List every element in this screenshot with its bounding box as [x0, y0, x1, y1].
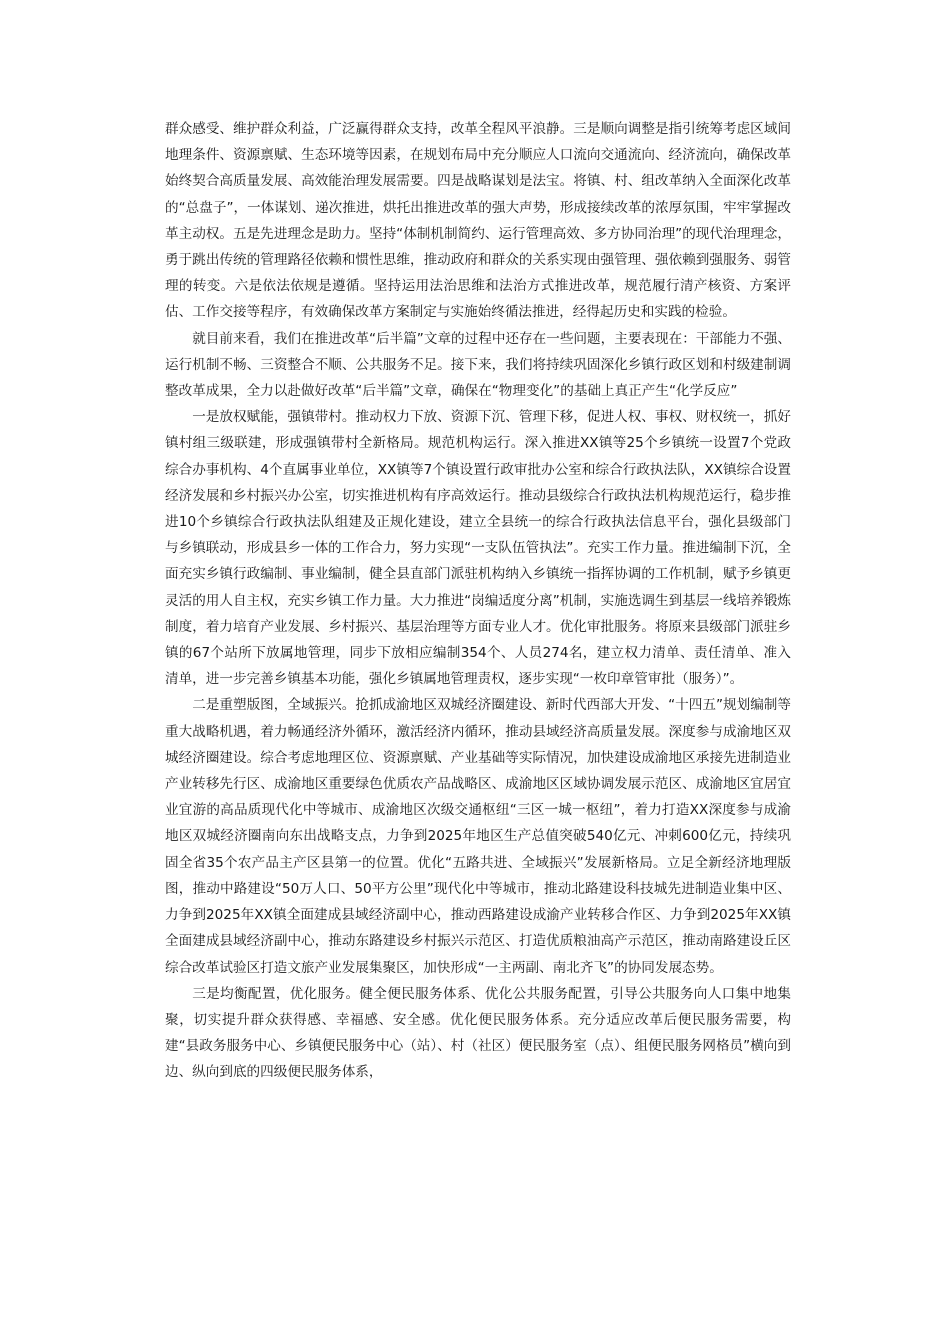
- paragraph-current-problems: 就目前来看，我们在推进改革“后半篇”文章的过程中还存在一些问题，主要表现在：干部能力不强、运行机制不畅、三资整合不顺、公共服务不足。接下来，我们将持续巩固深化乡镇行政区划和村级建制调整改革成果，全力以赴做好改革“后半篇”文章，确保在“物理变化”的基础上真正产生“化学反应”: [165, 330, 791, 400]
- paragraph-reform-principles: 群众感受、维护群众利益，广泛赢得群众支持，改革全程风平浪静。三是顺向调整是指引统筹考虑区域间地理条件、资源禀赋、生态环境等因素，在规划布局中充分顺应人口流向交通流向、经济流向，确保改革始终契合高质量发展、高效能治理发展需要。四是战略谋划是法宝。将镇、村、组改革纳入全面深化改革的“总盘子”，一体谋划、递次推进，烘托出推进改革的强大声势，形成接续改革的浓厚氛围，牢牢掌握改革主动权。五是先进理念是助力。坚持“体制机制简约、运行管理高效、多方协同治理”的现代治理理念，勇于跳出传统的管理路径依赖和惯性思维，推动政府和群众的关系实现由强管理、强依赖到强服务、弱管理的转变。六是依法依规是遵循。坚持运用法治思维和法治方式推进改革，规范履行清产核资、方案评估、工作交接等程序，有效确保改革方案制定与实施始终循法推进，经得起历史和实践的检验。: [165, 121, 791, 321]
- paragraph-reshape-territory: 二是重塑版图，全域振兴。抢抓成渝地区双城经济圈建设、新时代西部大开发、“十四五”规划编制等重大战略机遇，着力畅通经济外循环，激活经济内循环，推动县域经济高质量发展。深度参与成渝地区双城经济圈建设。综合考虑地理区位、资源禀赋、产业基础等实际情况，加快建设成渝地区承接先进制造业产业转移先行区、成渝地区重要绿色优质农产品战略区、成渝地区区域协调发展示范区、成渝地区宜居宜业宜游的高品质现代化中等城市、成渝地区次级交通枢纽“三区一城一枢纽”，着力打造XX深度参与成渝地区双城经济圈南向东出战略支点，力争到2025年地区生产总值突破540亿元、冲刺600亿元，持续巩固全省35个农产品主产区县第一的位置。优化“五路共进、全域振兴”发展新格局。立足全新经济地理版图，推动中路建设“50万人口、50平方公里”现代化中等城市，推动北路建设科技城先进制造业集中区、力争到2025年XX镇全面建成县域经济副中心，推动西路建设成渝产业转移合作区、力争到2025年XX镇全面建成县域经济副中心，推动东路建设乡村振兴示范区、打造优质粮油高产示范区，推动南路建设丘区综合改革试验区打造文旅产业发展集聚区，加快形成“一主两副、南北齐飞”的协同发展态势。: [165, 697, 791, 976]
- paragraph-balanced-services: 三是均衡配置，优化服务。健全便民服务体系、优化公共服务配置，引导公共服务向人口集中地集聚，切实提升群众获得感、幸福感、安全感。优化便民服务体系。充分适应改革后便民服务需要，构建“县政务服务中心、乡镇便民服务中心（站）、村（社区）便民服务室（点）、组便民服务网格员”横向到边、纵向到底的四级便民服务体系，: [165, 985, 791, 1081]
- document-body: [165, 116, 791, 1086]
- paragraph-empower-towns: 一是放权赋能，强镇带村。推动权力下放、资源下沉、管理下移，促进人权、事权、财权统一，抓好镇村组三级联建，形成强镇带村全新格局。规范机构运行。深入推进XX镇等25个乡镇统一设置7个党政综合办事机构、4个直属事业单位，XX镇等7个镇设置行政审批办公室和综合行政执法队，XX镇综合设置经济发展和乡村振兴办公室，切实推进机构有序高效运行。推动县级综合行政执法机构规范运行，稳步推进10个乡镇综合行政执法队组建及正规化建设，建立全县统一的综合行政执法信息平台，强化县级部门与乡镇联动，形成县乡一体的工作合力，努力实现“一支队伍管执法”。充实工作力量。推进编制下沉，全面充实乡镇行政编制、事业编制，健全县直部门派驻机构纳入乡镇统一指挥协调的工作机制，赋予乡镇更灵活的用人自主权，充实乡镇工作力量。大力推进“岗编适度分离”机制，实施选调生到基层一线培养锻炼制度，着力培育产业发展、乡村振兴、基层治理等方面专业人才。优化审批服务。将原来县级部门派驻乡镇的67个站所下放属地管理，同步下放相应编制354个、人员274名，建立权力清单、责任清单、准入清单，进一步完善乡镇基本功能，强化乡镇属地管理责权，逐步实现“一枚印章管审批（服务）”。: [165, 409, 791, 688]
